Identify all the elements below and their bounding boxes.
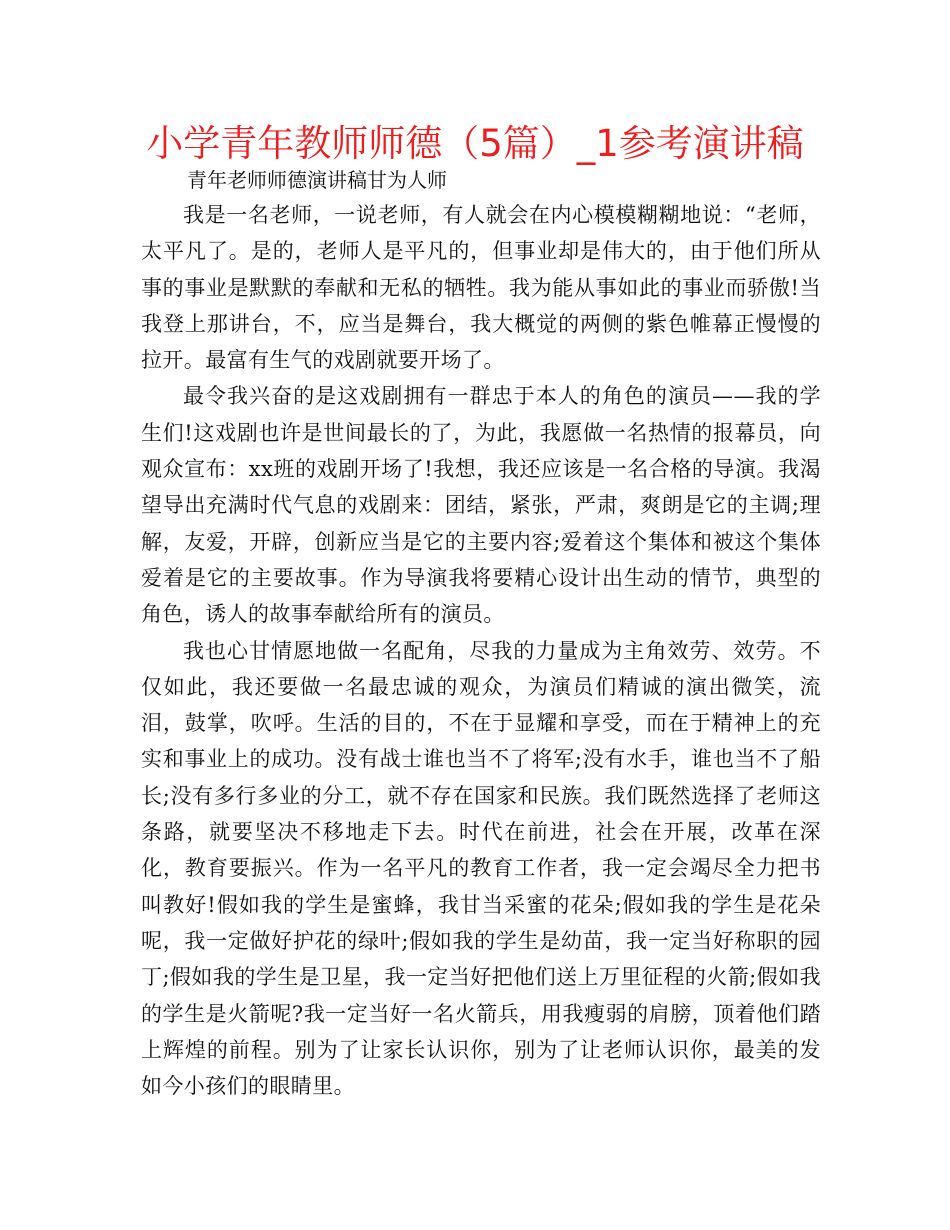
paragraph: 我也心甘情愿地做一名配角，尽我的力量成为主角效劳、效劳。不仅如此，我还要做一名最忠诚的观众，为演员们精诚的演出微笑，流泪，鼓掌，吹呼。生活的目的，不在于显耀和享受，而在于精神上的充实和事业上的成功。没有战士谁也当不了将军;没有水手，谁也当不了船长;没有多行多业的分工，就不存在国家和民族。我们既然选择了老师这条路，就要坚决不移地走下去。时代在前进，社会在开展，改革在深化，教育要振兴。作为一名平凡的教育工作者，我一定会竭尽全力把书叫教好!假如我的学生是蜜蜂，我甘当采蜜的花朵;假如我的学生是花朵呢，我一定做好护花的绿叶;假如我的学生是幼苗，我一定当好称职的园丁;假如我的学生是卫星，我一定当好把他们送上万里征程的火箭;假如我的学生是火箭呢?我一定当好一名火箭兵，用我瘦弱的肩膀，顶着他们踏上辉煌的前程。别为了让家长认识你，别为了让老师认识你，最美的发如今小孩们的眼睛里。	[141, 638, 821, 1099]
document-title: 小学青年教师师德（5篇）_1参考演讲稿	[146, 122, 804, 165]
document-subtitle: 青年老师师德演讲稿甘为人师	[187, 168, 447, 192]
paragraph: 最令我兴奋的是这戏剧拥有一群忠于本人的角色的演员——我的学生们!这戏剧也许是世间最长的了，为此，我愿做一名热情的报幕员，向观众宣布：xx班的戏剧开场了!我想，我还应该是一名合格的导演。我渴望导出充满时代气息的戏剧来：团结，紧张，严肃，爽朗是它的主调;理解，友爱，开辟，创新应当是它的主要内容;爱着这个集体和被这个集体爱着是它的主要故事。作为导演我将要精心设计出生动的情节，典型的角色，诱人的故事奉献给所有的演员。	[141, 384, 821, 627]
document-body	[141, 197, 821, 1104]
paragraph: 我是一名老师，一说老师，有人就会在内心模模糊糊地说：“老师，太平凡了。是的，老师人是平凡的，但事业却是伟大的，由于他们所从事的事业是默默的奉献和无私的牺牲。我为能从事如此的事业而骄傲!当我登上那讲台，不，应当是舞台，我大概觉的两侧的紫色帷幕正慢慢的拉开。最富有生气的戏剧就要开场了。	[141, 203, 821, 373]
